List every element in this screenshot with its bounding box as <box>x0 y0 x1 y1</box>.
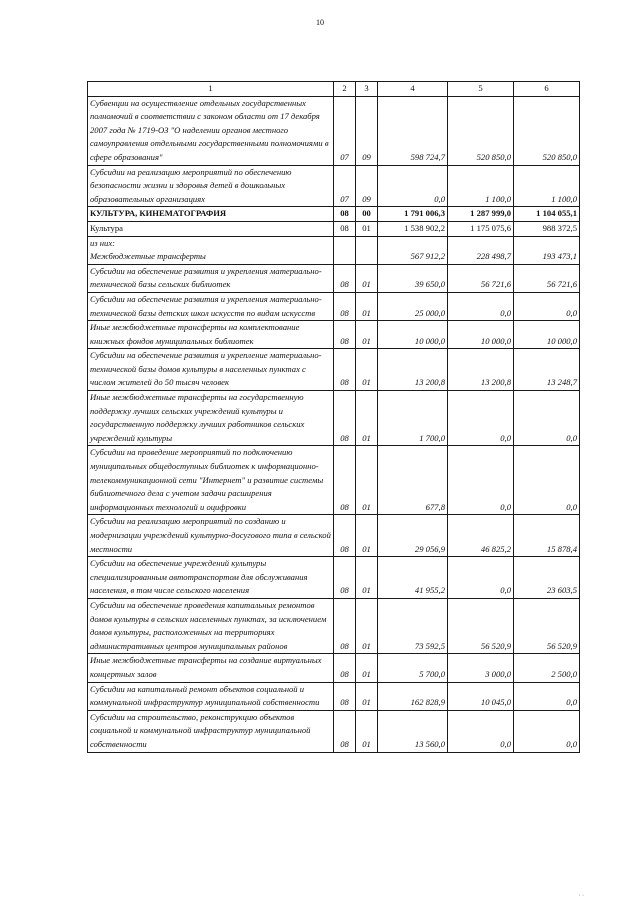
subsection-code: 01 <box>356 349 378 391</box>
value-col-4: 41 955,2 <box>378 557 448 599</box>
row-name-text: Субсидии на реализацию мероприятий по обеспечению безопасности жизни и здоровья детей в дошкольных образовательных организациях <box>90 166 292 204</box>
row-name-text: Культура <box>90 222 123 233</box>
value-col-6: 13 248,7 <box>514 349 580 391</box>
value-col-6: 56 520,9 <box>514 598 580 653</box>
subsection-code: 01 <box>356 446 378 515</box>
row-name-text: Иные межбюджетные трансферты на государственную поддержку лучших сельских учреждений культуры и государственную поддержку лучших работников сельских учреждений культуры <box>90 392 305 443</box>
section-code: 08 <box>334 207 356 222</box>
subsection-code: 00 <box>356 207 378 222</box>
value-col-4: 1 700,0 <box>378 391 448 446</box>
subsection-code: 01 <box>356 557 378 599</box>
value-col-4: 13 560,0 <box>378 710 448 752</box>
section-code: 07 <box>334 96 356 165</box>
section-code: 08 <box>334 446 356 515</box>
subsection-code: 09 <box>356 96 378 165</box>
value-col-4: 5 700,0 <box>378 654 448 682</box>
row-name-text: из них: <box>90 237 116 248</box>
section-code: 08 <box>334 515 356 557</box>
value-col-6: 0,0 <box>514 292 580 320</box>
table-body <box>88 96 580 752</box>
table-row <box>88 682 580 710</box>
value-col-4: 1 791 006,3 <box>378 207 448 222</box>
row-name-text: Иные межбюджетные трансферты на создание виртуальных концертных залов <box>90 655 322 679</box>
value-col-6: 23 603,5 <box>514 557 580 599</box>
value-col-4: 677,8 <box>378 446 448 515</box>
value-col-5: 0,0 <box>448 446 514 515</box>
row-name <box>88 165 334 207</box>
table-row <box>88 165 580 207</box>
value-col-4 <box>378 236 448 264</box>
row-name-text: Субсидии на проведение мероприятий по подключению муниципальных общедоступных библиотек к информационно-телекоммуникационной сети "Интернет" и развитие системы библиотечного дела с учетом задачи расширения информационных технологий и оцифровки <box>90 447 324 512</box>
section-code: 08 <box>334 321 356 349</box>
table-row <box>88 321 580 349</box>
value-col-5: 13 200,8 <box>448 349 514 391</box>
row-name <box>88 236 334 264</box>
row-name <box>88 598 334 653</box>
value-col-4: 39 650,0 <box>378 264 448 292</box>
subsection-code: 01 <box>356 264 378 292</box>
section-code: 08 <box>334 710 356 752</box>
value-col-5: 10 045,0 <box>448 682 514 710</box>
row-name <box>88 391 334 446</box>
value-col-6: 1 100,0 <box>514 165 580 207</box>
table-row <box>88 557 580 599</box>
subsection-code: 01 <box>356 710 378 752</box>
value-col-5: 0,0 <box>448 557 514 599</box>
table-row <box>88 349 580 391</box>
row-name <box>88 292 334 320</box>
header-cell: 5 <box>448 82 514 97</box>
header-cell: 3 <box>356 82 378 97</box>
row-name <box>88 515 334 557</box>
value-col-6: 2 500,0 <box>514 654 580 682</box>
row-name-text: Субсидии на обеспечение развития и укрепления материально-технической базы детских школ искусств по видам искусств <box>90 293 322 318</box>
row-name-text: Субсидии на обеспечение проведения капитальных ремонтов домов культуры в сельских населенных пунктах, за исключением домов культуры, расположенных на территориях административных центров муниципальных районов <box>90 599 327 651</box>
value-col-4: 25 000,0 <box>378 292 448 320</box>
section-code: 08 <box>334 221 356 236</box>
value-col-6: 10 000,0 <box>514 321 580 349</box>
row-name-text: КУЛЬТУРА, КИНЕМАТОГРАФИЯ <box>90 208 227 219</box>
row-name <box>88 710 334 752</box>
section-code: 08 <box>334 264 356 292</box>
row-name <box>88 207 334 222</box>
subsection-code: 01 <box>356 654 378 682</box>
value-col-6-sub: 193 473,1 <box>542 251 577 262</box>
row-name <box>88 321 334 349</box>
value-col-5: 520 850,0 <box>448 96 514 165</box>
table-row <box>88 221 580 236</box>
row-name <box>88 221 334 236</box>
row-name <box>88 96 334 165</box>
value-col-6: 0,0 <box>514 391 580 446</box>
header-cell: 4 <box>378 82 448 97</box>
value-col-6: 56 721,6 <box>514 264 580 292</box>
value-col-5: 56 520,9 <box>448 598 514 653</box>
value-col-6: 520 850,0 <box>514 96 580 165</box>
value-col-4: 1 538 902,2 <box>378 221 448 236</box>
value-col-5: 1 100,0 <box>448 165 514 207</box>
value-col-5: 46 825,2 <box>448 515 514 557</box>
row-name <box>88 654 334 682</box>
header-cell: 1 <box>88 82 334 97</box>
subsection-code <box>356 236 378 264</box>
section-code: 08 <box>334 391 356 446</box>
table-row <box>88 391 580 446</box>
table-row <box>88 654 580 682</box>
value-col-4-sub: 567 912,2 <box>410 251 445 262</box>
corner-mark: · · <box>578 893 584 899</box>
value-col-6: 1 104 055,1 <box>514 207 580 222</box>
value-col-4: 162 828,9 <box>378 682 448 710</box>
table-row <box>88 236 580 264</box>
value-col-6: 0,0 <box>514 446 580 515</box>
section-code: 08 <box>334 349 356 391</box>
table-row <box>88 96 580 165</box>
section-code: 08 <box>334 557 356 599</box>
value-col-6 <box>514 236 580 264</box>
section-code: 08 <box>334 682 356 710</box>
value-col-5: 0,0 <box>448 391 514 446</box>
header-cell: 6 <box>514 82 580 97</box>
value-col-5: 0,0 <box>448 292 514 320</box>
section-code: 08 <box>334 654 356 682</box>
value-col-6: 0,0 <box>514 710 580 752</box>
table-row <box>88 292 580 320</box>
value-col-4: 598 724,7 <box>378 96 448 165</box>
row-subname-text: Межбюджетные трансферты <box>90 251 206 262</box>
row-name-text: Субсидии на реализацию мероприятий по созданию и модернизации учреждений культурно-досугового типа в сельской местности <box>90 516 331 554</box>
subsection-code: 01 <box>356 321 378 349</box>
row-name <box>88 264 334 292</box>
section-code <box>334 236 356 264</box>
value-col-5: 3 000,0 <box>448 654 514 682</box>
row-name-text: Субсидии на обеспечение учреждений культуры специализированным автотранспортом для обслуживания населения, в том числе сельского населения <box>90 558 308 596</box>
table-row <box>88 710 580 752</box>
value-col-6: 988 372,5 <box>514 221 580 236</box>
value-col-5 <box>448 236 514 264</box>
header-row <box>88 82 580 97</box>
table-row <box>88 515 580 557</box>
subsection-code: 01 <box>356 292 378 320</box>
value-col-4: 13 200,8 <box>378 349 448 391</box>
subsection-code: 01 <box>356 221 378 236</box>
section-code: 08 <box>334 292 356 320</box>
value-col-5: 56 721,6 <box>448 264 514 292</box>
page-number: 10 <box>316 18 324 27</box>
row-name-text: Субсидии на капитальный ремонт объектов социальной и коммунальной инфраструктур муниципальной собственности <box>90 683 320 708</box>
row-name-text: Субвенции на осуществление отдельных государственных полномочий в соответствии с законом области от 17 декабря 2007 года № 1719-ОЗ "О наделении органов местного самоуправления отдельными государственными полномочиями в сфере образования" <box>90 97 329 162</box>
row-name <box>88 682 334 710</box>
subsection-code: 01 <box>356 391 378 446</box>
subsection-code: 01 <box>356 515 378 557</box>
table-row <box>88 446 580 515</box>
value-col-5: 0,0 <box>448 710 514 752</box>
value-col-4: 0,0 <box>378 165 448 207</box>
row-name <box>88 557 334 599</box>
row-name <box>88 446 334 515</box>
row-name-text: Субсидии на обеспечение развития и укрепление материально-технической базы домов культуры в населенных пунктах с числом жителей до 50 тысяч человек <box>90 350 322 388</box>
budget-table <box>87 81 580 753</box>
section-code: 07 <box>334 165 356 207</box>
row-name <box>88 349 334 391</box>
table-row <box>88 598 580 653</box>
row-name-text: Субсидии на обеспечение развития и укрепления материально-технической базы сельских библиотек <box>90 265 322 290</box>
value-col-4: 73 592,5 <box>378 598 448 653</box>
value-col-4: 10 000,0 <box>378 321 448 349</box>
subsection-code: 01 <box>356 598 378 653</box>
value-col-6: 15 878,4 <box>514 515 580 557</box>
subsection-code: 09 <box>356 165 378 207</box>
table-row <box>88 207 580 222</box>
value-col-5: 10 000,0 <box>448 321 514 349</box>
table-row <box>88 264 580 292</box>
value-col-6: 0,0 <box>514 682 580 710</box>
value-col-5: 1 287 999,0 <box>448 207 514 222</box>
row-name-text: Субсидии на строительство, реконструкцию объектов социальной и коммунальной инфраструктур муниципальной собственности <box>90 711 311 749</box>
value-col-4: 29 056,9 <box>378 515 448 557</box>
section-code: 08 <box>334 598 356 653</box>
value-col-5: 1 175 075,6 <box>448 221 514 236</box>
header-cell: 2 <box>334 82 356 97</box>
value-col-5-sub: 228 498,7 <box>476 251 511 262</box>
row-name-text: Иные межбюджетные трансферты на комплектование книжных фондов муниципальных библиотек <box>90 322 300 346</box>
subsection-code: 01 <box>356 682 378 710</box>
